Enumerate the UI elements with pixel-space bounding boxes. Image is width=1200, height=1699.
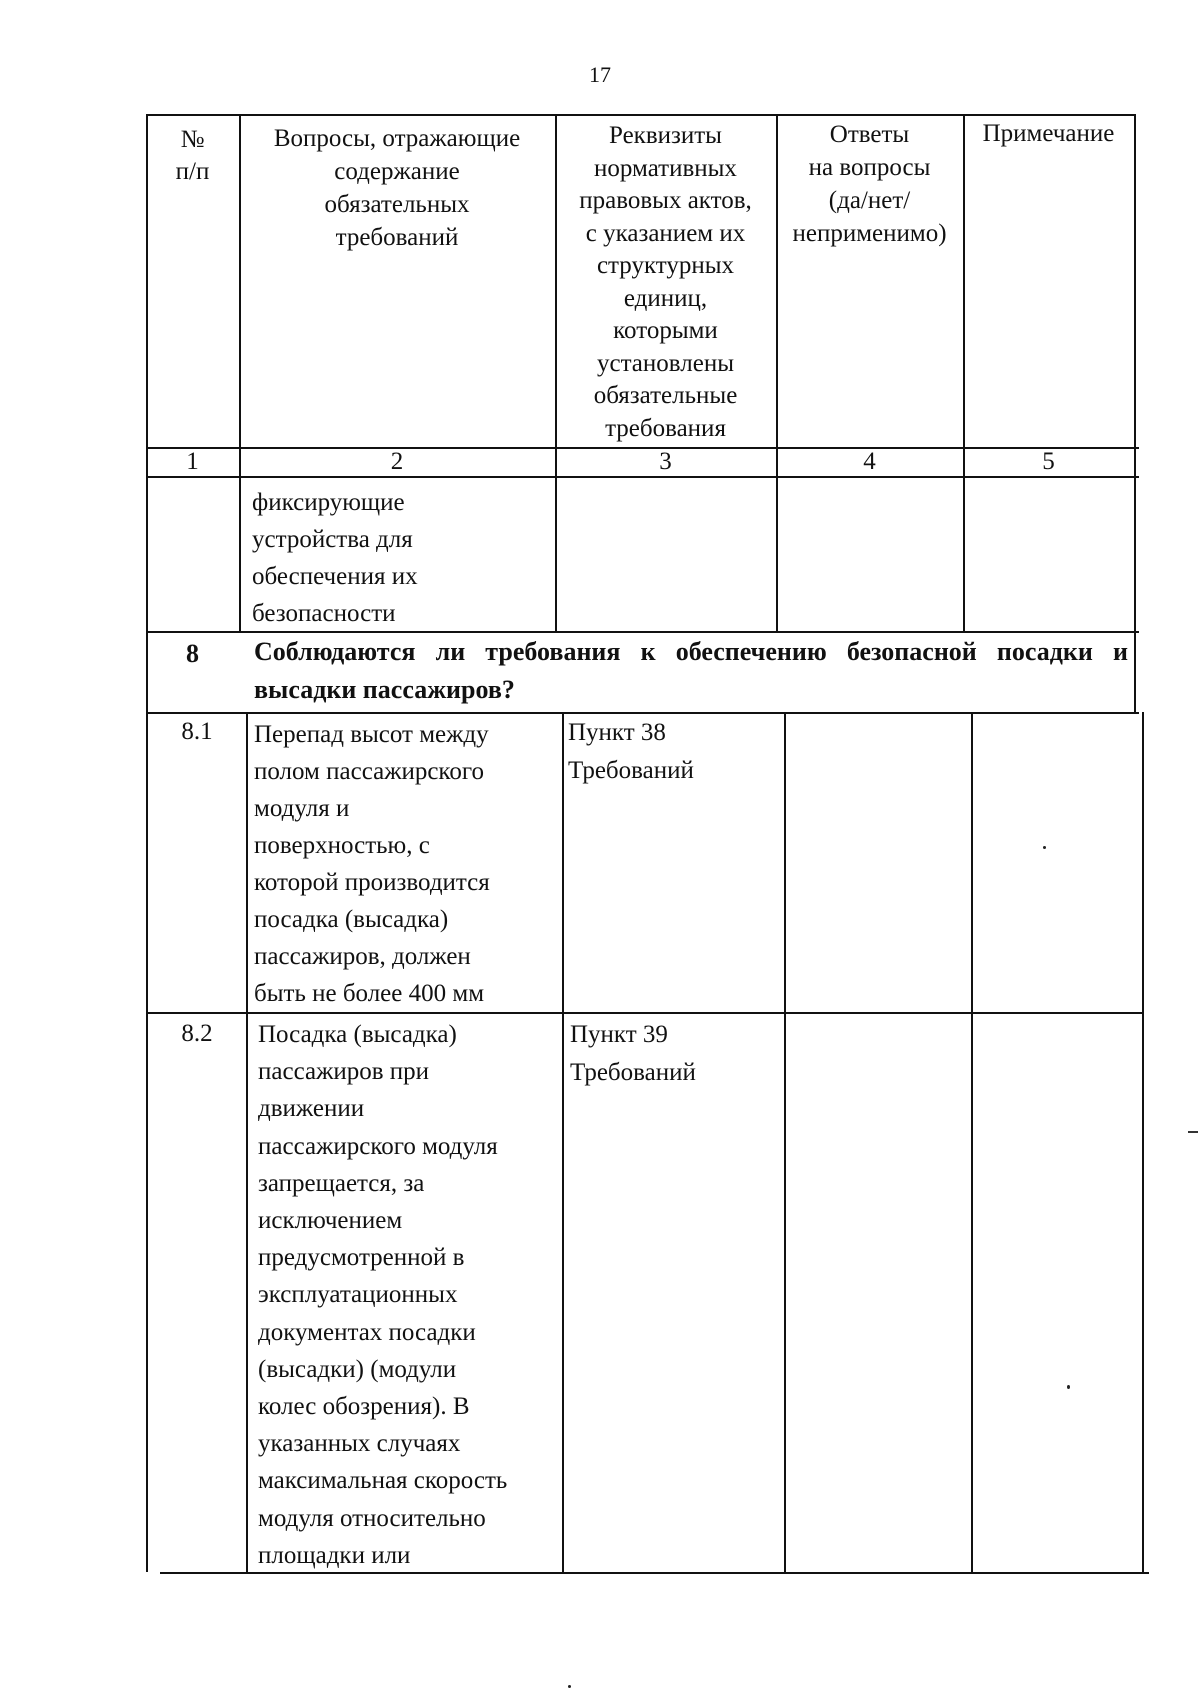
table-rule (971, 712, 973, 1572)
page-number: 17 (589, 62, 611, 87)
table-rule (148, 476, 1139, 478)
header-note: Примечание (982, 120, 1115, 147)
scan-mark (1188, 1131, 1198, 1133)
row-question: Посадка (высадка) пассажиров при движении пассажирского модуля запрещается, за исключением предусмотренной в эксплуатационных документах посадки (высадки) (модули колес обозрения). В указанных случаях максимальная скорость модуля относительно площадки или (258, 1021, 508, 1569)
section-title: Соблюдаются ли требования к обеспечению безопасной посадки и высадки пассажиров? (254, 637, 1128, 704)
continuation-question: фиксирующие устройства для обеспечения их безопасности (252, 489, 418, 627)
table-rule (148, 1012, 1142, 1014)
scan-speck (1067, 1385, 1070, 1389)
table-rule (146, 114, 148, 1572)
scan-speck (1043, 846, 1046, 849)
column-number: 1 (186, 448, 199, 475)
table-rule (146, 114, 1134, 116)
table-rule (1142, 712, 1144, 1572)
column-number: 3 (659, 448, 672, 475)
section-number: 8 (186, 639, 199, 668)
header-questions: Вопросы, отражающие содержание обязательных требований (273, 125, 521, 251)
table-rule (246, 712, 248, 1572)
table-rule (963, 114, 965, 631)
header-legal-acts: Реквизиты нормативных правовых актов, с указанием их структурных единиц, которыми установлены обязательные требования (579, 122, 752, 442)
column-number: 4 (863, 448, 876, 475)
table-rule (1134, 114, 1136, 712)
table-rule (784, 712, 786, 1572)
column-number: 5 (1042, 448, 1055, 475)
table-rule (562, 712, 564, 1572)
column-number: 2 (390, 448, 404, 475)
scan-speck (568, 1685, 571, 1688)
header-number: № п/п (175, 126, 210, 185)
row-question: Перепад высот между полом пассажирского модуля и поверхностью, с которой производится посадка (высадка) пассажиров, должен быть не более 400 мм (254, 721, 490, 1007)
row-number: 8.2 (181, 1020, 213, 1047)
row-number: 8.1 (181, 718, 213, 745)
header-answers: Ответы на вопросы (да/нет/ неприменимо) (792, 121, 947, 247)
row-reference: Пункт 38 Требований (568, 719, 694, 784)
row-reference: Пункт 39 Требований (570, 1021, 696, 1086)
